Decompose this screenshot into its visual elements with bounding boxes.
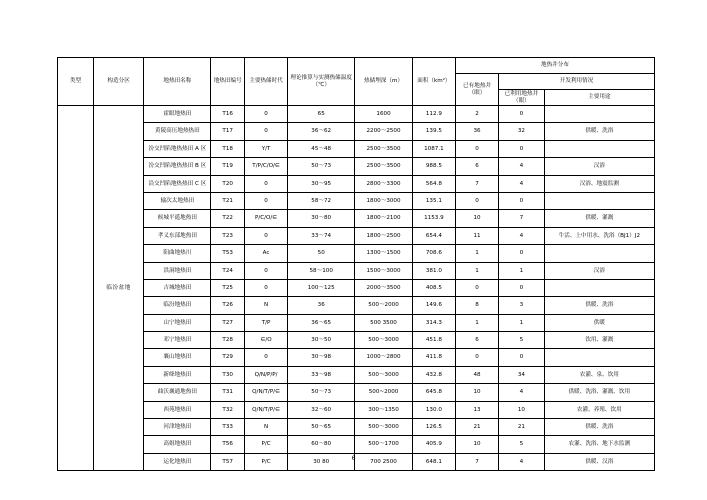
table-row <box>58 175 655 192</box>
cell-area: 381.0 <box>412 262 455 279</box>
cell-temp: 32～60 <box>288 401 355 418</box>
cell-reserve: 500～3000 <box>355 366 413 383</box>
cell-used: 4 <box>499 384 545 401</box>
header-dev-group: 开发利用情况 <box>499 74 655 90</box>
cell-name: 孝义东部地热田 <box>144 227 211 244</box>
cell-code: T22 <box>211 210 245 227</box>
cell-reserve: 500～3000 <box>355 332 413 349</box>
cell-type <box>58 106 94 471</box>
cell-used: 4 <box>499 227 545 244</box>
cell-exist: 1 <box>455 262 498 279</box>
cell-area: 645.8 <box>412 384 455 401</box>
table-row <box>58 332 655 349</box>
cell-name: 黄陵高压地热热田 <box>144 123 211 140</box>
cell-exist: 10 <box>455 384 498 401</box>
cell-era: 0 <box>244 192 287 209</box>
cell-temp: 58～100 <box>288 262 355 279</box>
table-row <box>58 140 655 157</box>
cell-name: 运化地热田 <box>144 453 211 470</box>
cell-purpose: 农灌、洗浴、地下水监测 <box>544 436 654 453</box>
cell-reserve: 1000～2800 <box>355 349 413 366</box>
cell-code: T23 <box>211 227 245 244</box>
cell-purpose: 供暖、灌溉 <box>544 210 654 227</box>
header-temp: 理论推算与实测热储温度（℃） <box>288 58 355 106</box>
cell-name: 临汾地热田 <box>144 297 211 314</box>
cell-code: T57 <box>211 453 245 470</box>
cell-name: 霍眼地热田 <box>144 106 211 123</box>
cell-name: 汾交凹陷地热热田 A 区 <box>144 140 211 157</box>
cell-temp: 60～80 <box>288 436 355 453</box>
cell-temp: 36～62 <box>288 123 355 140</box>
cell-area: 432.8 <box>412 366 455 383</box>
cell-name: 阳曲地热川 <box>144 245 211 262</box>
cell-era: ∈/O <box>244 332 287 349</box>
cell-used: 1 <box>499 314 545 331</box>
cell-code: T20 <box>211 175 245 192</box>
cell-zone: 临汾盆地 <box>93 106 143 471</box>
cell-era: Q/N/T/P/∈ <box>244 401 287 418</box>
cell-purpose: 饮用、灌溉 <box>544 332 654 349</box>
cell-reserve: 300～1350 <box>355 401 413 418</box>
cell-era: N <box>244 297 287 314</box>
cell-used: 3 <box>499 297 545 314</box>
cell-temp: 45～48 <box>288 140 355 157</box>
cell-purpose: 供暖、洗浴 <box>544 123 654 140</box>
header-reserve: 热储埋深（m） <box>355 58 413 106</box>
cell-temp: 30～98 <box>288 349 355 366</box>
table-row <box>58 419 655 436</box>
cell-code: T24 <box>211 262 245 279</box>
table-row <box>58 279 655 296</box>
cell-temp: 30～50 <box>288 332 355 349</box>
cell-reserve: 1600 <box>355 106 413 123</box>
cell-exist: 6 <box>455 158 498 175</box>
cell-exist: 0 <box>455 349 498 366</box>
cell-exist: 7 <box>455 453 498 470</box>
cell-purpose <box>544 192 654 209</box>
cell-era: P/C <box>244 436 287 453</box>
cell-purpose: 汉浴 <box>544 262 654 279</box>
cell-area: 149.6 <box>412 297 455 314</box>
header-wells-group: 地热井分布 <box>455 58 654 74</box>
cell-area: 112.9 <box>412 106 455 123</box>
cell-era: T/P <box>244 314 287 331</box>
cell-reserve: 1800～2500 <box>355 227 413 244</box>
cell-exist: 1 <box>455 245 498 262</box>
cell-used: 0 <box>499 279 545 296</box>
cell-used: 4 <box>499 453 545 470</box>
cell-area: 135.1 <box>412 192 455 209</box>
cell-code: T31 <box>211 384 245 401</box>
table-row <box>58 192 655 209</box>
cell-code: T16 <box>211 106 245 123</box>
cell-exist: 0 <box>455 192 498 209</box>
cell-temp: 33～74 <box>288 227 355 244</box>
cell-purpose: 供暖、洗浴 <box>544 297 654 314</box>
cell-reserve: 500～1700 <box>355 436 413 453</box>
cell-reserve: 500～2000 <box>355 297 413 314</box>
table-row <box>58 349 655 366</box>
cell-temp: 58～72 <box>288 192 355 209</box>
cell-reserve: 1800～3000 <box>355 192 413 209</box>
cell-name: 西苑地热田 <box>144 401 211 418</box>
table-row <box>58 314 655 331</box>
cell-name: 新绛地热田 <box>144 366 211 383</box>
cell-era: Q/N/P/P/ <box>244 366 287 383</box>
cell-reserve: 500～3000 <box>355 419 413 436</box>
cell-code: T53 <box>211 245 245 262</box>
cell-used: 0 <box>499 245 545 262</box>
cell-purpose: 农灌、养殖、饮用 <box>544 401 654 418</box>
cell-temp: 50 <box>288 245 355 262</box>
cell-purpose <box>544 140 654 157</box>
table-row <box>58 210 655 227</box>
table-row <box>58 106 655 123</box>
cell-area: 411.8 <box>412 349 455 366</box>
cell-exist: 1 <box>455 314 498 331</box>
cell-exist: 21 <box>455 419 498 436</box>
geothermal-field-table <box>57 57 655 471</box>
cell-area: 126.5 <box>412 419 455 436</box>
cell-temp: 36 <box>288 297 355 314</box>
cell-name: 曲沃襄通地热田 <box>144 384 211 401</box>
cell-era: Y/T <box>244 140 287 157</box>
cell-code: T56 <box>211 436 245 453</box>
cell-purpose <box>544 245 654 262</box>
cell-reserve: 1800～2100 <box>355 210 413 227</box>
cell-name: 候城平遥地热田 <box>144 210 211 227</box>
cell-area: 130.0 <box>412 401 455 418</box>
header-purpose: 主要用途 <box>544 90 654 106</box>
cell-used: 0 <box>499 106 545 123</box>
cell-exist: 8 <box>455 297 498 314</box>
cell-era: P/C/O/∈ <box>244 210 287 227</box>
cell-name: 襄山地热田 <box>144 349 211 366</box>
cell-exist: 0 <box>455 279 498 296</box>
cell-reserve: 2000～3500 <box>355 279 413 296</box>
cell-name: 洪洞地热田 <box>144 262 211 279</box>
cell-code: T27 <box>211 314 245 331</box>
cell-purpose <box>544 106 654 123</box>
table-row <box>58 366 655 383</box>
page-number: 6 <box>351 455 356 462</box>
header-code: 地热田编号 <box>211 58 245 106</box>
cell-reserve: 2200～2500 <box>355 123 413 140</box>
cell-purpose: 供暖 <box>544 314 654 331</box>
cell-exist: 11 <box>455 227 498 244</box>
cell-era: 0 <box>244 106 287 123</box>
cell-temp: 100～125 <box>288 279 355 296</box>
cell-exist: 48 <box>455 366 498 383</box>
cell-code: T17 <box>211 123 245 140</box>
cell-used: 34 <box>499 366 545 383</box>
cell-name: 邓宁地热田 <box>144 332 211 349</box>
cell-era: Q/N/T/P/∈ <box>244 384 287 401</box>
cell-era: 0 <box>244 349 287 366</box>
cell-code: T28 <box>211 332 245 349</box>
table-row <box>58 123 655 140</box>
cell-area: 1087.1 <box>412 140 455 157</box>
cell-code: T32 <box>211 401 245 418</box>
cell-era: 0 <box>244 279 287 296</box>
cell-era: N <box>244 419 287 436</box>
table-row <box>58 245 655 262</box>
cell-temp: 33～98 <box>288 366 355 383</box>
cell-code: T29 <box>211 349 245 366</box>
cell-used: 5 <box>499 436 545 453</box>
header-area: 面积（km²） <box>412 58 455 106</box>
cell-era: 0 <box>244 262 287 279</box>
cell-used: 0 <box>499 192 545 209</box>
cell-exist: 13 <box>455 401 498 418</box>
cell-area: 314.3 <box>412 314 455 331</box>
cell-purpose: 牛活、上中用水、洗浴（BJ1）J2 <box>544 227 654 244</box>
table-row <box>58 158 655 175</box>
cell-used: 4 <box>499 158 545 175</box>
cell-temp: 30～95 <box>288 175 355 192</box>
cell-used: 7 <box>499 210 545 227</box>
cell-reserve: 500~2000 <box>355 384 413 401</box>
cell-era: P/C <box>244 453 287 470</box>
cell-purpose: 供暖、洗浴 <box>544 419 654 436</box>
cell-purpose: 供暖、汉浴 <box>544 453 654 470</box>
cell-era: Ac <box>244 245 287 262</box>
table-row <box>58 297 655 314</box>
cell-name: 输次太地热田 <box>144 192 211 209</box>
cell-code: T33 <box>211 419 245 436</box>
cell-temp: 30 80 <box>288 453 355 470</box>
cell-reserve: 2800～3300 <box>355 175 413 192</box>
cell-used: 4 <box>499 175 545 192</box>
cell-code: T30 <box>211 366 245 383</box>
cell-exist: 7 <box>455 175 498 192</box>
cell-purpose <box>544 349 654 366</box>
table-body <box>58 106 655 471</box>
cell-used: 21 <box>499 419 545 436</box>
header-used: 已利用地热井（眼） <box>499 90 545 106</box>
cell-temp: 65 <box>288 106 355 123</box>
cell-temp: 30～80 <box>288 210 355 227</box>
cell-era: 0 <box>244 123 287 140</box>
cell-code: T18 <box>211 140 245 157</box>
cell-code: T19 <box>211 158 245 175</box>
cell-purpose <box>544 279 654 296</box>
cell-area: 405.9 <box>412 436 455 453</box>
table-row <box>58 262 655 279</box>
cell-temp: 50～73 <box>288 158 355 175</box>
cell-name: 山宁地热田 <box>144 314 211 331</box>
cell-reserve: 700 2500 <box>355 453 413 470</box>
cell-used: 32 <box>499 123 545 140</box>
table-row <box>58 436 655 453</box>
cell-area: 408.5 <box>412 279 455 296</box>
cell-name: 高姐地热田 <box>144 436 211 453</box>
cell-reserve: 2500～3500 <box>355 158 413 175</box>
header-name: 地热田名称 <box>144 58 211 106</box>
table-row <box>58 227 655 244</box>
cell-purpose: 汉浴 <box>544 158 654 175</box>
cell-reserve: 500 3500 <box>355 314 413 331</box>
cell-era: T/P/C/O/∈ <box>244 158 287 175</box>
cell-name: 沿交凹陷地热热田 C 区 <box>144 175 211 192</box>
cell-area: 139.5 <box>412 123 455 140</box>
cell-area: 1153.9 <box>412 210 455 227</box>
header-zone: 构造分区 <box>93 58 143 106</box>
cell-purpose: 供暖、洗浴、灌溉、饮用 <box>544 384 654 401</box>
cell-name: 吉城地热田 <box>144 279 211 296</box>
cell-exist: 36 <box>455 123 498 140</box>
cell-area: 988.5 <box>412 158 455 175</box>
header-type: 类型 <box>58 58 94 106</box>
cell-purpose: 汉浴、地震监测 <box>544 175 654 192</box>
cell-exist: 6 <box>455 332 498 349</box>
header-era: 主要热储时代 <box>244 58 287 106</box>
cell-used: 10 <box>499 401 545 418</box>
cell-used: 1 <box>499 262 545 279</box>
cell-area: 708.6 <box>412 245 455 262</box>
cell-temp: 36～65 <box>288 314 355 331</box>
cell-exist: 10 <box>455 210 498 227</box>
cell-purpose: 农灌、泉、饮用 <box>544 366 654 383</box>
cell-area: 451.8 <box>412 332 455 349</box>
cell-used: 5 <box>499 332 545 349</box>
cell-area: 648.1 <box>412 453 455 470</box>
cell-code: T26 <box>211 297 245 314</box>
cell-code: T25 <box>211 279 245 296</box>
cell-temp: 50～73 <box>288 384 355 401</box>
cell-exist: 2 <box>455 106 498 123</box>
table-row <box>58 384 655 401</box>
cell-temp: 50～65 <box>288 419 355 436</box>
cell-used: 0 <box>499 140 545 157</box>
cell-era: 0 <box>244 175 287 192</box>
cell-area: 564.8 <box>412 175 455 192</box>
cell-reserve: 1500～3000 <box>355 262 413 279</box>
cell-era: 0 <box>244 227 287 244</box>
cell-exist: 10 <box>455 436 498 453</box>
cell-area: 654.4 <box>412 227 455 244</box>
cell-name: 河津地热田 <box>144 419 211 436</box>
table-row <box>58 401 655 418</box>
geothermal-table-wrapper <box>57 57 655 471</box>
cell-name: 汾交凹陷地热热田 B 区 <box>144 158 211 175</box>
cell-code: T21 <box>211 192 245 209</box>
cell-reserve: 1300～1500 <box>355 245 413 262</box>
cell-used: 0 <box>499 349 545 366</box>
cell-reserve: 2500～3500 <box>355 140 413 157</box>
cell-exist: 0 <box>455 140 498 157</box>
table-header-row-1 <box>58 58 655 74</box>
header-exist: 已有地热井（眼） <box>455 74 498 106</box>
